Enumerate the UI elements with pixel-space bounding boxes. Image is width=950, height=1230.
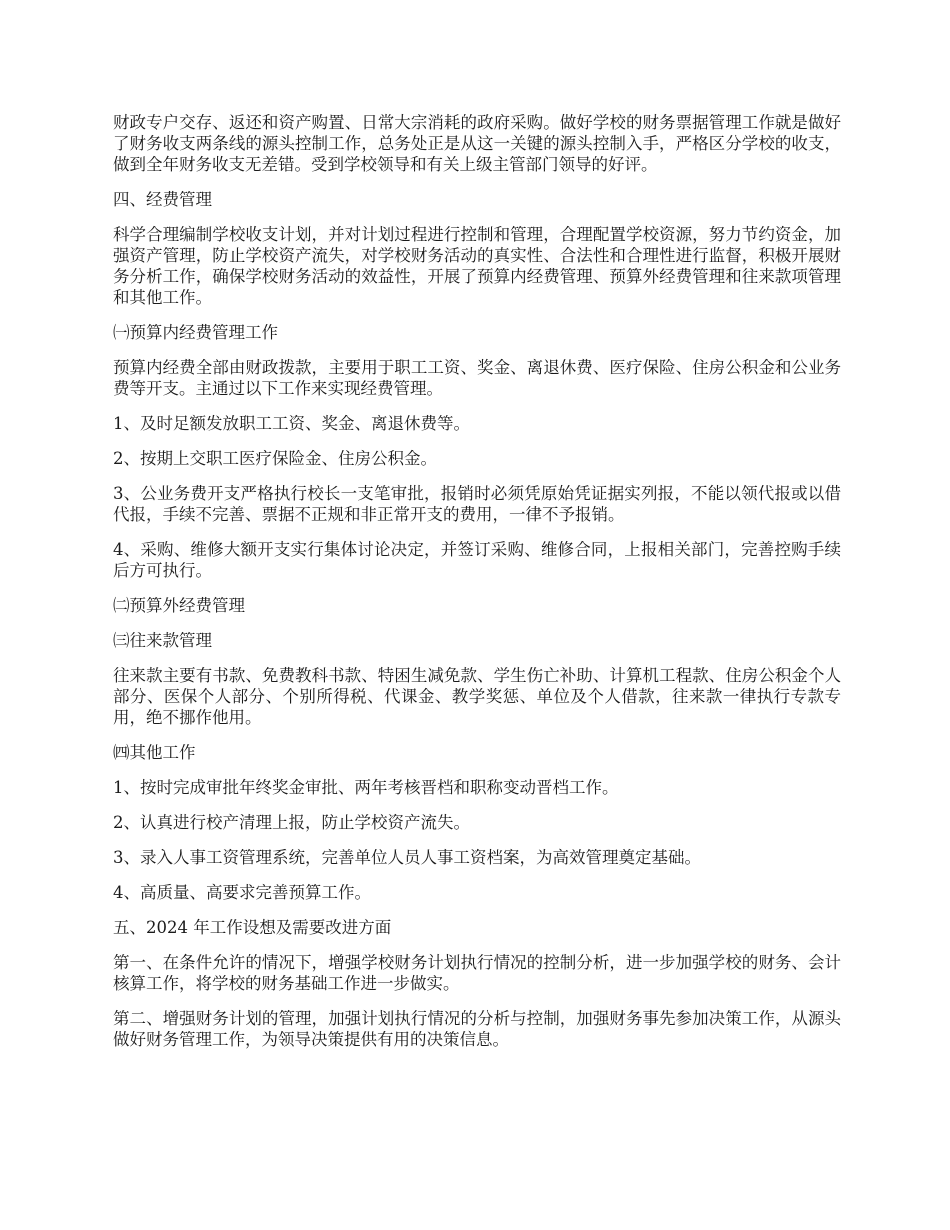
paragraph: 第一、在条件允许的情况下，增强学校财务计划执行情况的控制分析，进一步加强学校的财务、会计核算工作，将学校的财务基础工作进一步做实。	[113, 953, 841, 993]
paragraph: 第二、增强财务计划的管理，加强计划执行情况的分析与控制，加强财务事先参加决策工作，从源头做好财务管理工作，为领导决策提供有用的决策信息。	[113, 1009, 841, 1049]
section-heading: 四、经费管理	[113, 190, 212, 209]
paragraph: 3、公业务费开支严格执行校长一支笔审批，报销时必须凭原始凭证据实列报，不能以领代报或以借代报，手续不完善、票据不正规和非正常开支的费用，一律不予报销。	[113, 484, 841, 524]
paragraph: 预算内经费全部由财政拨款，主要用于职工工资、奖金、离退休费、医疗保险、住房公积金和公业务费等开支。主通过以下工作来实现经费管理。	[113, 358, 841, 398]
paragraph: 财政专户交存、返还和资产购置、日常大宗消耗的政府采购。做好学校的财务票据管理工作就是做好了财务收支两条线的源头控制工作，总务处正是从这一关键的源头控制入手，严格区分学校的收支，做到全年财务收支无差错。受到学校领导和有关上级主管部门领导的好评。	[113, 113, 841, 174]
document-body	[113, 112, 841, 1064]
section-heading: ㈡预算外经费管理	[113, 596, 245, 615]
paragraph: 1、按时完成审批年终奖金审批、两年考核晋档和职称变动晋档工作。	[113, 778, 619, 797]
paragraph: 1、及时足额发放职工工资、奖金、离退休费等。	[113, 414, 470, 433]
paragraph: 往来款主要有书款、免费教科书款、特困生减免款、学生伤亡补助、计算机工程款、住房公积金个人部分、医保个人部分、个别所得税、代课金、教学奖惩、单位及个人借款，往来款一律执行专款专用，绝不挪作他用。	[113, 666, 841, 727]
paragraph: 3、录入人事工资管理系统，完善单位人员人事工资档案，为高效管理奠定基础。	[113, 848, 701, 867]
section-heading: ㈠预算内经费管理工作	[113, 323, 278, 342]
section-heading: ㈣其他工作	[113, 743, 196, 762]
section-heading: ㈢往来款管理	[113, 631, 212, 650]
paragraph: 2、按期上交职工医疗保险金、住房公积金。	[113, 449, 437, 468]
paragraph: 4、高质量、高要求完善预算工作。	[113, 883, 371, 902]
paragraph: 2、认真进行校产清理上报，防止学校资产流失。	[113, 813, 470, 832]
paragraph: 4、采购、维修大额开支实行集体讨论决定，并签订采购、维修合同，上报相关部门，完善控购手续后方可执行。	[113, 540, 841, 580]
section-heading: 五、2024 年工作设想及需要改进方面	[113, 918, 392, 937]
paragraph: 科学合理编制学校收支计划，并对计划过程进行控制和管理，合理配置学校资源，努力节约资金，加强资产管理，防止学校资产流失，对学校财务活动的真实性、合法性和合理性进行监督，积极开展财务分析工作，确保学校财务活动的效益性，开展了预算内经费管理、预算外经费管理和往来款项管理和其他工作。	[113, 225, 841, 307]
